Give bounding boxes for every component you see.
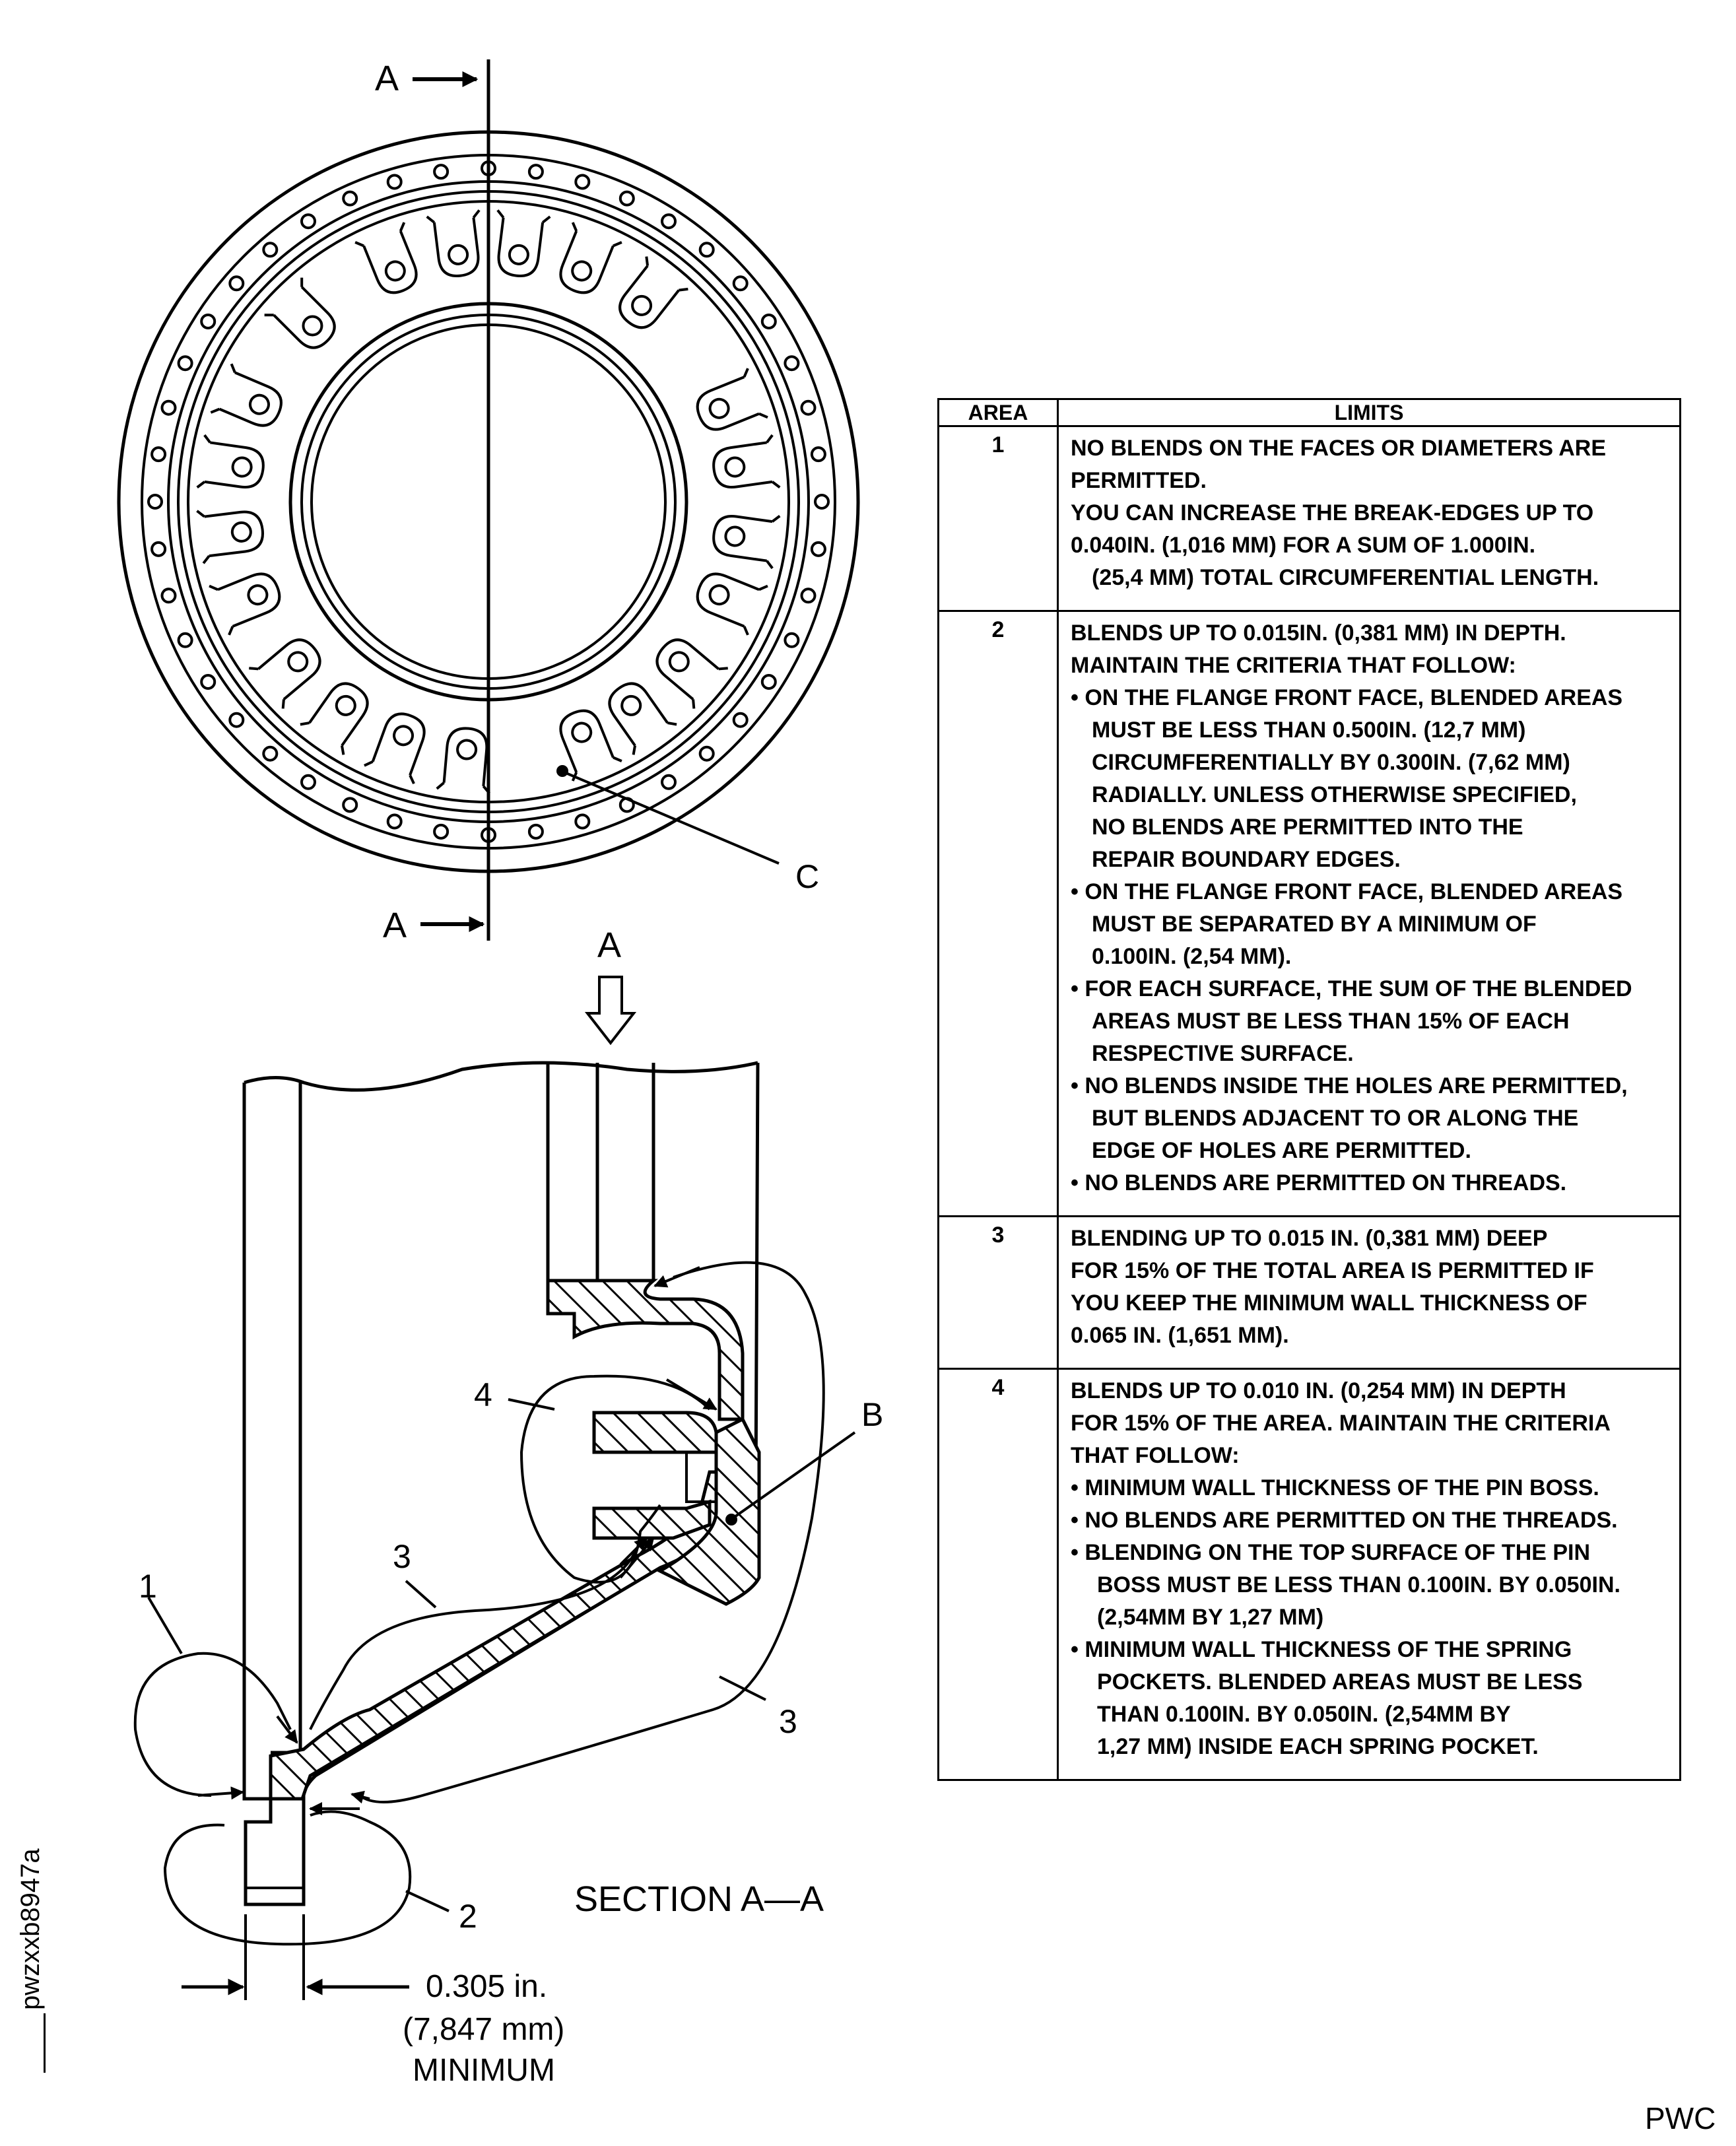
flange-top-view: [119, 59, 858, 941]
bolt-hole: [179, 634, 192, 647]
bolt-hole: [201, 315, 215, 328]
limits-line: 1,27 MM) INSIDE EACH SPRING POCKET.: [1097, 1734, 1539, 1759]
area-2-outline: [165, 1811, 410, 1944]
limits-line: MAINTAIN THE CRITERIA THAT FOLLOW:: [1071, 653, 1516, 678]
area-4-leader: [508, 1399, 554, 1409]
limits-line: 0.040IN. (1,016 MM) FOR A SUM OF 1.000IN.: [1071, 533, 1536, 558]
limits-line: POCKETS. BLENDED AREAS MUST BE LESS: [1097, 1669, 1583, 1694]
area-3-arrow-outer: [655, 1267, 700, 1286]
spring-pocket: [437, 726, 495, 793]
bolt-hole: [662, 215, 675, 228]
callout-3a-label: 3: [393, 1538, 411, 1575]
header-area: AREA: [939, 399, 1058, 426]
view-arrow-label: A: [597, 925, 622, 965]
bolt-hole: [620, 192, 634, 205]
limits-line: MUST BE LESS THAN 0.500IN. (12,7 MM): [1092, 718, 1526, 743]
limits-line: THAT FOLLOW:: [1071, 1443, 1240, 1468]
spring-pocket: [364, 707, 436, 784]
callout-b-label: B: [861, 1396, 884, 1433]
spring-pocket: [490, 210, 550, 279]
header-limits: LIMITS: [1058, 399, 1681, 426]
spring-pocket: [300, 673, 380, 755]
spring-pocket: [710, 435, 780, 496]
spring-pocket: [197, 435, 267, 496]
limits-line: • BLENDING ON THE TOP SURFACE OF THE PIN: [1071, 1540, 1591, 1565]
limits-line: • ON THE FLANGE FRONT FACE, BLENDED AREAS: [1071, 685, 1623, 710]
bolt-hole: [576, 815, 589, 828]
limits-line: FOR 15% OF THE TOTAL AREA IS PERMITTED IF: [1071, 1258, 1594, 1283]
limits-line: (2,54MM BY 1,27 MM): [1097, 1605, 1324, 1630]
limits-line: YOU CAN INCREASE THE BREAK-EDGES UP TO: [1071, 500, 1594, 525]
bolt-hole: [434, 825, 448, 838]
limits-line: 0.100IN. (2,54 MM).: [1092, 944, 1292, 969]
area-4-arrow-a: [667, 1380, 716, 1409]
bolt-hole: [529, 825, 543, 838]
bolt-hole: [734, 277, 747, 290]
bolt-hole: [576, 176, 589, 189]
spring-pocket: [710, 507, 780, 568]
limits-line: BLENDS UP TO 0.010 IN. (0,254 MM) IN DEPTH: [1071, 1378, 1566, 1403]
limits-line: CIRCUMFERENTIALLY BY 0.300IN. (7,62 MM): [1092, 750, 1570, 775]
bolt-hole: [179, 356, 192, 370]
section-title: SECTION A—A: [574, 1879, 824, 1919]
area-2-leader: [406, 1891, 449, 1911]
shell-top-wavy: [244, 1063, 758, 1090]
bolt-hole: [802, 589, 815, 602]
area-cell: 4: [939, 1369, 1058, 1780]
table-header-row: [939, 399, 1681, 426]
bolt-hole: [734, 714, 747, 727]
limits-line: PERMITTED.: [1071, 468, 1207, 493]
limits-cell: [1058, 1217, 1681, 1369]
limits-line: AREAS MUST BE LESS THAN 15% OF EACH: [1092, 1009, 1570, 1034]
plate-id-bar: [44, 2013, 46, 2073]
brand-mark: PWC: [1645, 2101, 1716, 2135]
section-marker-top-label: A: [375, 59, 399, 98]
bolt-hole: [762, 315, 776, 328]
limits-line: • FOR EACH SURFACE, THE SUM OF THE BLENDED: [1071, 976, 1632, 1001]
area-3-outline-inner: [310, 1548, 637, 1729]
bolt-hole: [343, 798, 356, 811]
bolt-hole: [302, 776, 315, 789]
limits-cell: [1058, 611, 1681, 1217]
area-1-outline: [135, 1654, 290, 1795]
area-cell: 2: [939, 611, 1058, 1217]
bolt-hole: [162, 589, 176, 602]
bolt-hole: [152, 543, 165, 556]
dim-inches: 0.305 in.: [426, 1969, 548, 2004]
bolt-hole: [201, 675, 215, 688]
area-1-leader: [149, 1597, 182, 1654]
spring-pocket: [597, 673, 677, 755]
bolt-hole: [263, 747, 277, 760]
bolt-hole: [434, 165, 448, 178]
bolt-hole: [762, 675, 776, 688]
bolt-hole: [529, 165, 543, 178]
callout-2-label: 2: [459, 1898, 477, 1935]
spring-pocket: [427, 210, 487, 279]
limits-line: RADIALLY. UNLESS OTHERWISE SPECIFIED,: [1092, 782, 1577, 807]
bolt-hole: [662, 776, 675, 789]
bolt-hole: [815, 495, 828, 508]
limits-line: • NO BLENDS ARE PERMITTED ON THREADS.: [1071, 1170, 1567, 1195]
bolt-hole: [785, 356, 798, 370]
bolt-hole: [785, 634, 798, 647]
limits-line: • NO BLENDS ARE PERMITTED ON THE THREADS.: [1071, 1508, 1618, 1533]
bolt-hole: [388, 176, 401, 189]
table-row: [939, 1217, 1681, 1369]
limits-line: BUT BLENDS ADJACENT TO OR ALONG THE: [1092, 1106, 1579, 1131]
limits-line: • ON THE FLANGE FRONT FACE, BLENDED AREAS: [1071, 879, 1623, 904]
limits-line: • MINIMUM WALL THICKNESS OF THE SPRING: [1071, 1637, 1572, 1662]
limits-line: BOSS MUST BE LESS THAN 0.100IN. BY 0.050IN.: [1097, 1572, 1620, 1597]
callout-4-label: 4: [474, 1376, 492, 1413]
table-row: [939, 1369, 1681, 1780]
view-arrow: [587, 977, 634, 1043]
hatched-pin-upper: [594, 1413, 716, 1452]
bolt-hole: [230, 714, 243, 727]
hatched-boss-top: [548, 1281, 743, 1419]
limits-line: NO BLENDS ON THE FACES OR DIAMETERS ARE: [1071, 436, 1607, 461]
limits-line: FOR 15% OF THE AREA. MAINTAIN THE CRITERIA: [1071, 1411, 1611, 1436]
limits-line: THAN 0.100IN. BY 0.050IN. (2,54MM BY: [1097, 1702, 1511, 1727]
spring-pocket: [549, 222, 622, 300]
limits-line: (25,4 MM) TOTAL CIRCUMFERENTIAL LENGTH.: [1092, 565, 1599, 590]
area-3-leader-b: [719, 1677, 766, 1700]
spring-pocket: [690, 562, 768, 635]
limits-table: [937, 398, 1681, 1781]
callout-3b-label: 3: [779, 1703, 797, 1740]
bolt-hole: [812, 448, 825, 461]
spring-pocket: [690, 368, 768, 441]
section-marker-bottom-label: A: [383, 906, 407, 945]
bolt-hole: [343, 192, 356, 205]
shell-wall: [244, 1063, 758, 1904]
limits-cell: [1058, 1369, 1681, 1780]
spring-pocket: [211, 364, 289, 437]
limits-line: • MINIMUM WALL THICKNESS OF THE PIN BOSS.: [1071, 1475, 1599, 1500]
table-row: [939, 611, 1681, 1217]
bolt-hole: [302, 215, 315, 228]
area-cell: 1: [939, 426, 1058, 611]
area-1-arrow-a: [198, 1792, 243, 1795]
bolt-hole: [802, 401, 815, 415]
bolt-hole: [700, 243, 714, 256]
area-cell: 3: [939, 1217, 1058, 1369]
spring-pocket: [355, 222, 428, 300]
bolt-hole: [388, 815, 401, 828]
bolt-hole: [162, 401, 176, 415]
bolt-hole: [812, 543, 825, 556]
bolt-hole: [263, 243, 277, 256]
limits-line: MUST BE SEPARATED BY A MINIMUM OF: [1092, 912, 1537, 937]
limits-cell: [1058, 426, 1681, 611]
limits-line: RESPECTIVE SURFACE.: [1092, 1041, 1354, 1066]
limits-line: YOU KEEP THE MINIMUM WALL THICKNESS OF: [1071, 1291, 1587, 1316]
bolt-hole: [230, 277, 243, 290]
area-3-leader-a: [406, 1581, 436, 1607]
callout-c-leader: [564, 772, 779, 863]
limits-line: BLENDING UP TO 0.015 IN. (0,381 MM) DEEP: [1071, 1226, 1548, 1251]
hatched-pin-lower: [594, 1502, 710, 1538]
table-row: [939, 426, 1681, 611]
spring-pocket: [197, 503, 265, 563]
limits-line: NO BLENDS ARE PERMITTED INTO THE: [1092, 815, 1523, 840]
callout-c-label: C: [795, 858, 820, 895]
bolt-hole: [700, 747, 714, 760]
bolt-hole: [149, 495, 162, 508]
spring-pocket: [209, 562, 287, 635]
callout-1-label: 1: [139, 1568, 157, 1605]
limits-line: EDGE OF HOLES ARE PERMITTED.: [1092, 1138, 1471, 1163]
limits-line: BLENDS UP TO 0.015IN. (0,381 MM) IN DEPTH.: [1071, 620, 1566, 646]
limits-line: REPAIR BOUNDARY EDGES.: [1092, 847, 1401, 872]
limits-line: • NO BLENDS INSIDE THE HOLES ARE PERMITTED,: [1071, 1073, 1628, 1098]
spring-pocket: [608, 257, 688, 339]
section-a-a-view: [244, 1063, 759, 1904]
callout-c-dot: [556, 765, 568, 777]
limits-line: 0.065 IN. (1,651 MM).: [1071, 1323, 1289, 1348]
plate-id: pwzxxb8947a: [16, 1848, 45, 2010]
dim-qualifier: MINIMUM: [413, 2053, 555, 2088]
bolt-hole: [152, 448, 165, 461]
dim-millimeters: (7,847 mm): [403, 2012, 565, 2047]
